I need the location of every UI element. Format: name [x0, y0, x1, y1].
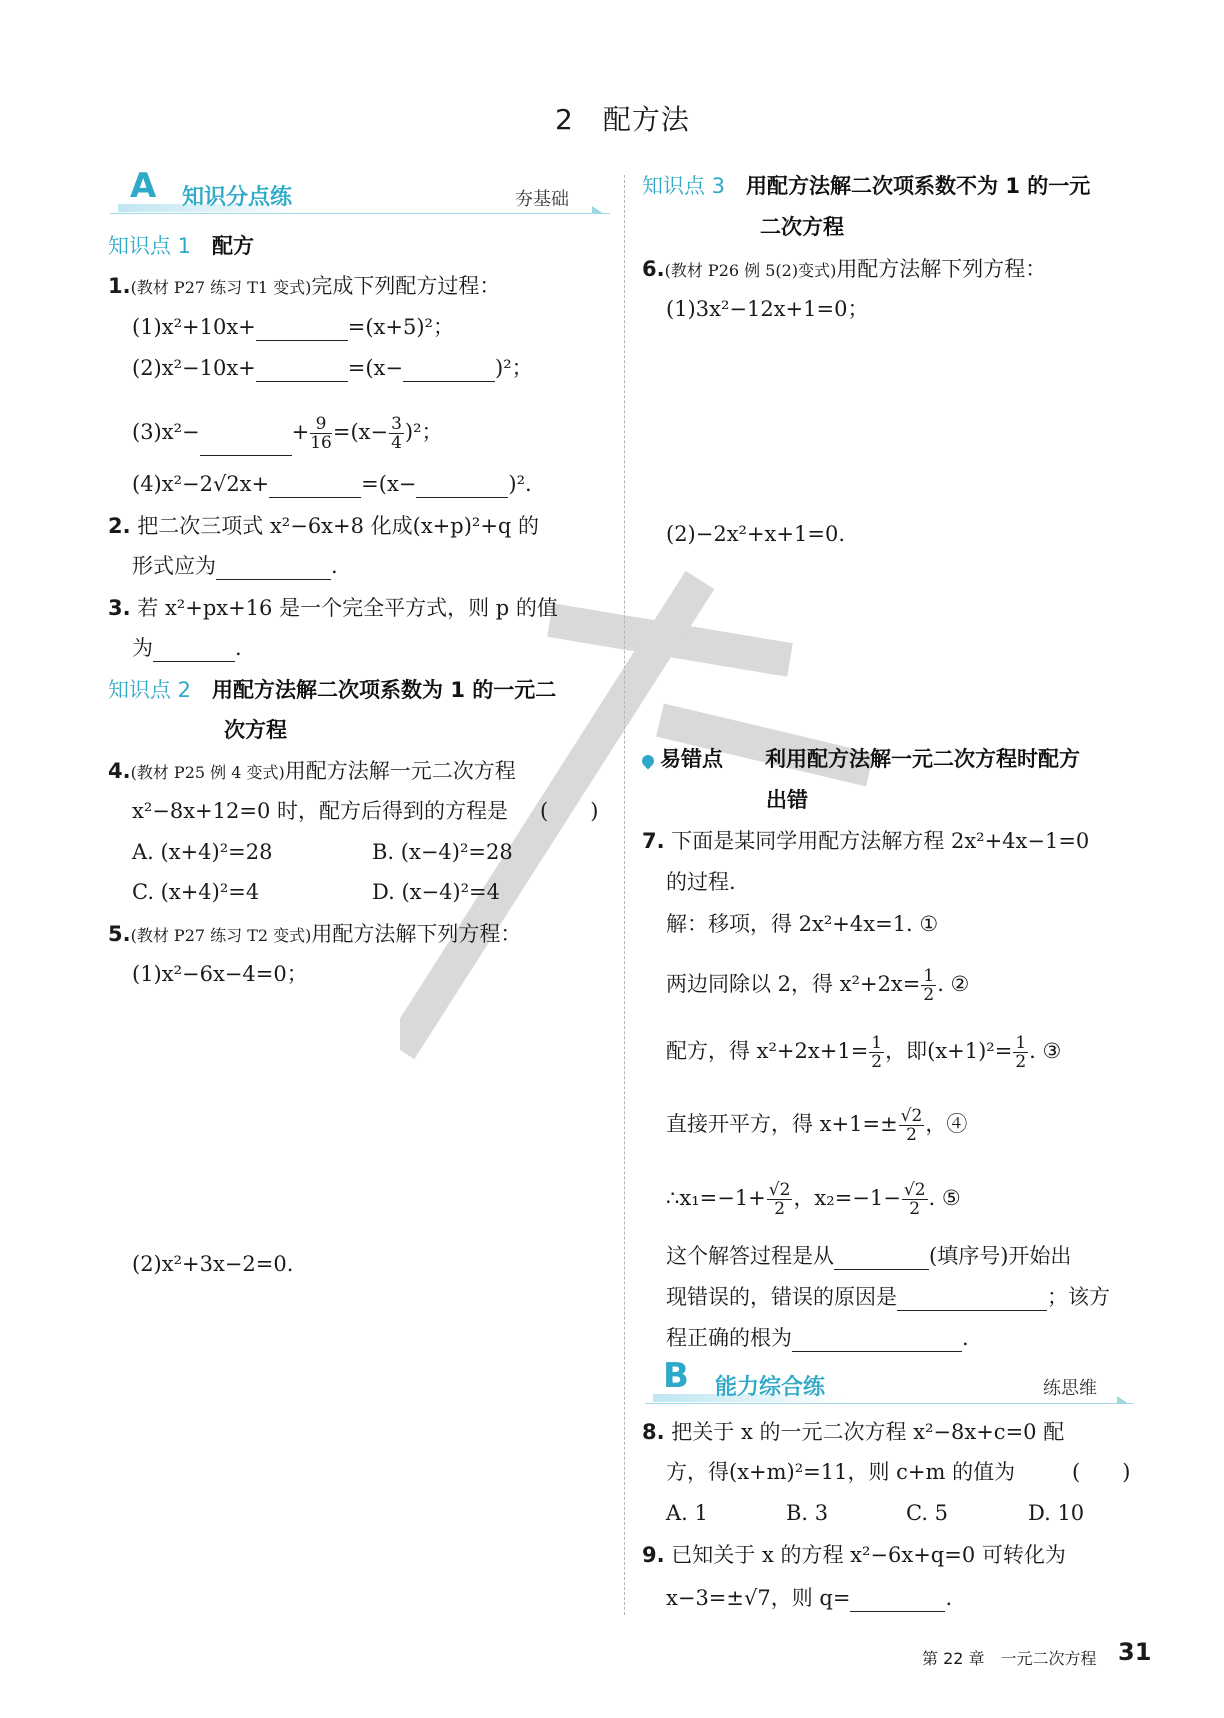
- answer-blank[interactable]: [416, 477, 508, 498]
- q5-stem: 5.(教材 P27 练习 T2 变式)用配方法解下列方程：: [108, 922, 522, 946]
- answer-blank[interactable]: [792, 1331, 962, 1352]
- q1-part3: (3)x²− + $\frac{9}{16}$ =(x− $\frac{3}{4}$ )²；: [132, 408, 443, 456]
- section-a-title: 知识分点练: [182, 185, 293, 210]
- q7-answer-line1: 这个解答过程是从 (填序号)开始出: [666, 1244, 1072, 1268]
- q2-line1: 2. 把二次三项式 x²−6x+8 化成(x+p)²+q 的: [108, 514, 540, 538]
- q6-stem: 6.(教材 P26 例 5(2)变式)用配方法解下列方程：: [642, 257, 1047, 281]
- location-pin-icon: [640, 752, 657, 769]
- answer-blank[interactable]: [256, 361, 348, 382]
- section-a-header: [110, 166, 610, 214]
- section-b-tag: 练思维: [1043, 1378, 1097, 1399]
- q4-line1: 4.(教材 P25 例 4 变式)用配方法解一元二次方程: [108, 759, 516, 783]
- error-point-heading-cont: 出错: [766, 788, 808, 812]
- q3-line1: 3. 若 x²+px+16 是一个完全平方式，则 p 的值: [108, 596, 558, 620]
- q7-step4: 直接开平方，得 x+1=± $\frac{√2}{2}$ ，④: [666, 1106, 968, 1145]
- section-b-letter: B: [663, 1356, 689, 1396]
- section-a-letter: A: [130, 166, 157, 206]
- kp3-heading: 知识点 3 用配方法解二次项系数不为 1 的一元: [642, 174, 1091, 198]
- q7-step2: 两边同除以 2，得 x²+2x= $\frac{1}{2}$ . ②: [666, 966, 970, 1005]
- kp2-heading-cont: 次方程: [224, 718, 287, 742]
- q7-line1: 7. 下面是某同学用配方法解方程 2x²+4x−1=0: [642, 829, 1090, 853]
- answer-blank[interactable]: [403, 361, 495, 382]
- q7-step1: 解：移项，得 2x²+4x=1. ①: [666, 912, 939, 936]
- q2-line2: 形式应为 .: [132, 554, 338, 578]
- q8-option-c[interactable]: C. 5: [906, 1501, 949, 1525]
- q7-answer-line2: 现错误的，错误的原因是 ；该方: [666, 1285, 1110, 1309]
- column-divider: [624, 175, 625, 1615]
- q4-option-b[interactable]: B. (x−4)²=28: [372, 840, 513, 864]
- q4-line2: x²−8x+12=0 时，配方后得到的方程是: [132, 799, 509, 823]
- q8-option-d[interactable]: D. 10: [1028, 1501, 1085, 1525]
- q4-option-c[interactable]: C. (x+4)²=4: [132, 880, 260, 904]
- page-number: 31: [1118, 1638, 1152, 1666]
- q5-part2: (2)x²+3x−2=0.: [132, 1252, 294, 1276]
- kp3-heading-cont: 二次方程: [760, 215, 844, 239]
- q8-option-a[interactable]: A. 1: [666, 1501, 708, 1525]
- q6-part1: (1)3x²−12x+1=0；: [666, 297, 869, 321]
- triangle-icon: [592, 206, 604, 214]
- q9-line1: 9. 已知关于 x 的方程 x²−6x+q=0 可转化为: [642, 1543, 1066, 1567]
- answer-blank[interactable]: [850, 1591, 945, 1612]
- section-b-header: [645, 1356, 1135, 1404]
- answer-blank[interactable]: [216, 559, 331, 580]
- q4-option-d[interactable]: D. (x−4)²=4: [372, 880, 500, 904]
- answer-blank[interactable]: [834, 1249, 929, 1270]
- q8-line2: 方，得(x+m)²=11，则 c+m 的值为: [666, 1460, 1016, 1484]
- q7-step5: ∴x₁=−1+ $\frac{√2}{2}$ ，x₂=−1− $\frac{√2}{2}$ . ⑤: [666, 1180, 961, 1219]
- answer-blank[interactable]: [269, 477, 361, 498]
- section-a-tag: 夯基础: [515, 189, 569, 210]
- answer-blank[interactable]: [256, 320, 348, 341]
- q3-line2: 为 .: [132, 636, 242, 660]
- q8-option-b[interactable]: B. 3: [786, 1501, 829, 1525]
- q1-stem: 1.(教材 P27 练习 T1 变式)完成下列配方过程：: [108, 274, 501, 298]
- triangle-icon: [1117, 1396, 1129, 1404]
- kp1-heading: 知识点 1 配方: [108, 234, 255, 258]
- q8-line1: 8. 把关于 x 的一元二次方程 x²−8x+c=0 配: [642, 1420, 1065, 1444]
- q6-part2: (2)−2x²+x+1=0.: [666, 522, 845, 546]
- answer-blank[interactable]: [200, 435, 292, 456]
- kp2-heading: 知识点 2 用配方法解二次项系数为 1 的一元二: [108, 678, 557, 702]
- q1-part2: (2)x²−10x+ =(x− )²；: [132, 356, 533, 380]
- answer-blank[interactable]: [153, 641, 235, 662]
- q1-part4: (4)x²−2√2x+ =(x− )².: [132, 472, 532, 496]
- q7-line2: 的过程.: [666, 870, 736, 894]
- q4-answer-paren[interactable]: ( ): [540, 799, 599, 823]
- q9-line2: x−3=±√7，则 q= .: [666, 1586, 953, 1610]
- error-point-heading: 易错点 利用配方法解一元二次方程时配方: [642, 745, 1080, 773]
- q7-answer-line3: 程正确的根为 .: [666, 1326, 969, 1350]
- footer-chapter: 第 22 章 一元二次方程: [922, 1649, 1097, 1668]
- section-b-title: 能力综合练: [715, 1375, 826, 1400]
- q5-part1: (1)x²−6x−4=0；: [132, 962, 308, 986]
- answer-blank[interactable]: [897, 1290, 1047, 1311]
- page-title: 2 配方法: [555, 103, 690, 136]
- q8-answer-paren[interactable]: ( ): [1072, 1460, 1131, 1484]
- q7-step3: 配方，得 x²+2x+1= $\frac{1}{2}$ ，即(x+1)²= $\frac{1}{2}$ . ③: [666, 1033, 1062, 1072]
- q4-option-a[interactable]: A. (x+4)²=28: [132, 840, 273, 864]
- q1-part1: (1)x²+10x+ =(x+5)²；: [132, 315, 454, 339]
